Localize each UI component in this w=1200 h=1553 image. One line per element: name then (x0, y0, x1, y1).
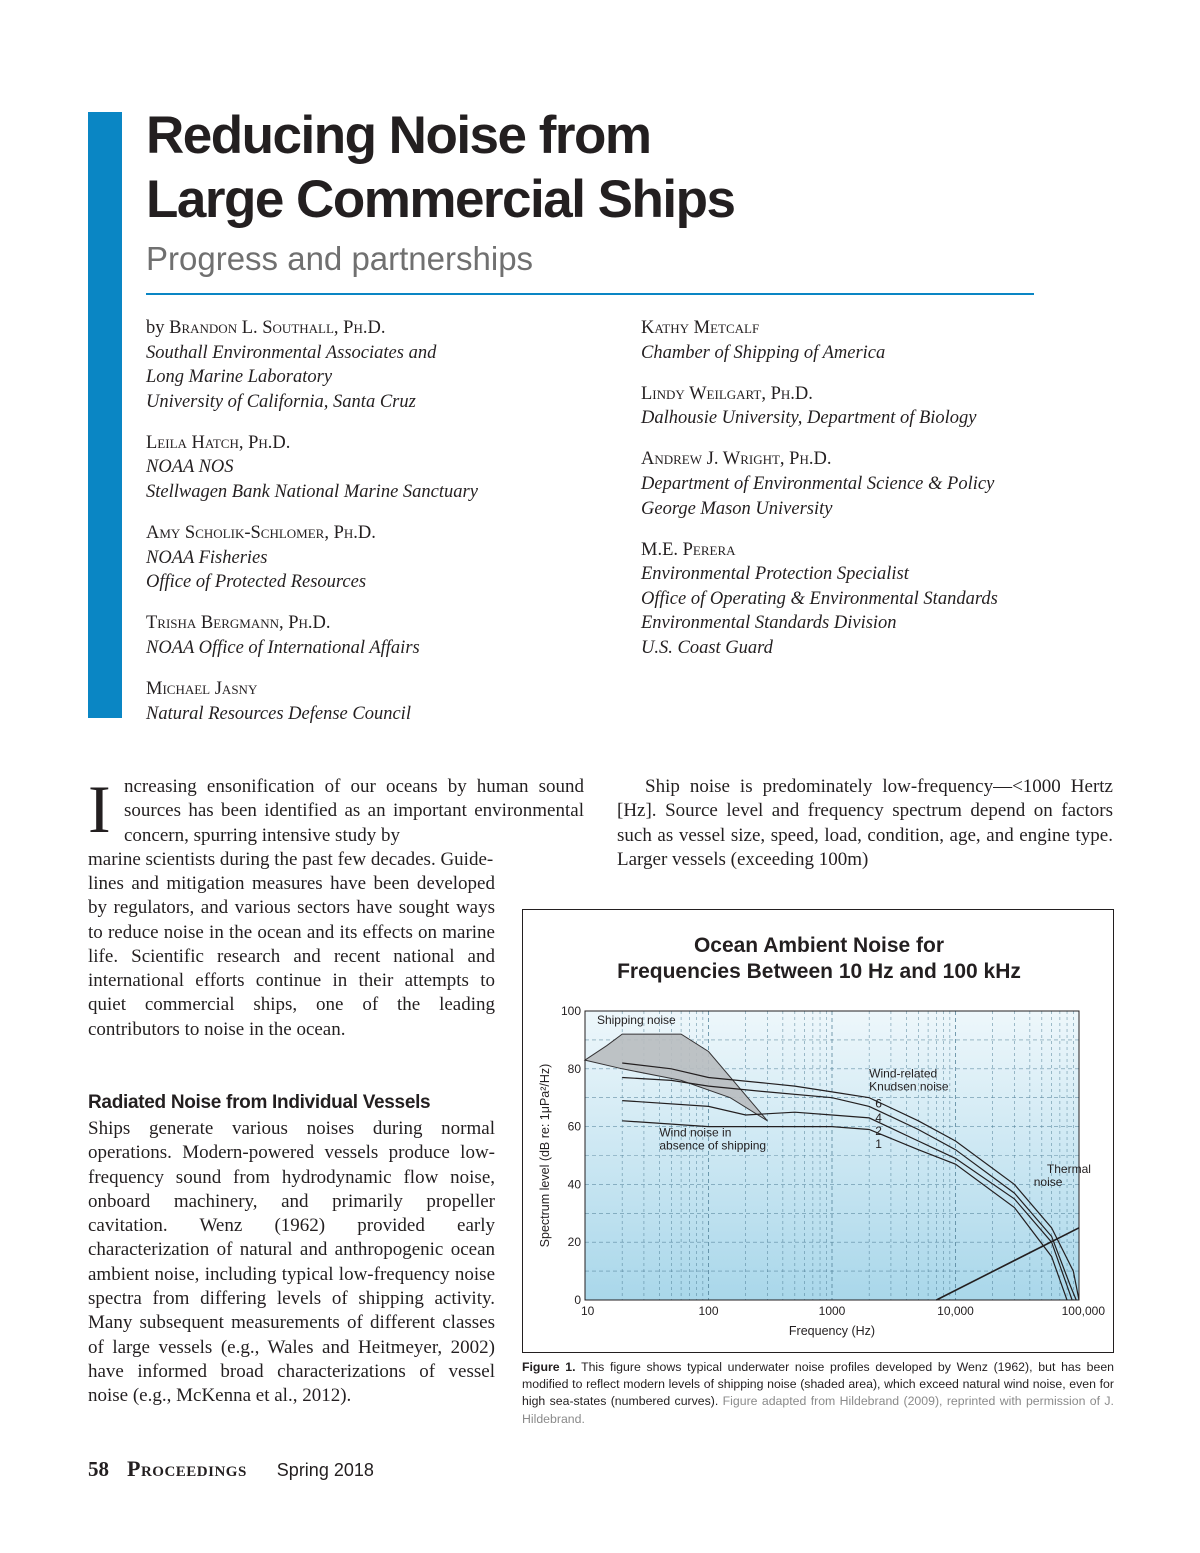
page-footer (88, 1456, 374, 1482)
annotation-text: Wind noise in (659, 1125, 732, 1140)
author-affiliation: Environmental Standards Division (641, 613, 897, 634)
author-affiliation: Southall Environmental Associates and (146, 342, 437, 363)
caption-credit: Figure adapted from Hildebrand (2009), reprinted with permission of J. Hildebrand. (522, 1394, 1114, 1426)
author-name (641, 382, 1121, 407)
drop-cap: I (88, 771, 111, 847)
series-label: 4 (875, 1110, 882, 1125)
author-affiliation: NOAA NOS (146, 457, 234, 478)
chart-title-line-1: Ocean Ambient Noise for (693, 934, 945, 957)
accent-bar (88, 112, 122, 718)
author-affiliation: Long Marine Laboratory (146, 367, 333, 388)
author-name-text: Lindy Weilgart, Ph.D. (641, 383, 813, 404)
title-line-2: Large Commercial Ships (146, 170, 735, 229)
series-label: 1 (875, 1136, 882, 1151)
y-tick-label: 100 (560, 1004, 581, 1018)
intro-paragraph-rest: lines and mitigation measures have been developed by regulators, and various sectors have sought ways to reduce noise in the ocean and its effects on marine life. Scientific research and recent national and international efforts continue in their attempts to quiet commercial ships, one of the leading contributors to noise in the ocean. (88, 873, 495, 1040)
author-block (146, 431, 616, 505)
author-name (146, 611, 616, 636)
authors-right-column (641, 316, 1121, 677)
x-tick-label: 1000 (818, 1304, 846, 1318)
annotation-text: Wind-related (869, 1066, 938, 1081)
author-name-text: Trisha Bergmann, Ph.D. (146, 613, 331, 634)
intro-paragraph-line: marine scientists during the past few decades. Guide- (88, 849, 494, 870)
author-affiliation: George Mason University (641, 498, 833, 519)
issue-date: Spring 2018 (276, 1460, 374, 1480)
x-tick-label: 10,000 (937, 1304, 974, 1318)
annotation-text: absence of shipping (659, 1138, 767, 1153)
right-column-paragraph: Ship noise is predominately low-frequency—<1000 Hertz [Hz]. Source level and frequency spectrum depend on factors such as vessel size, speed, load, condition, age, and engine type. Larger vessels (exceeding 100m) (617, 776, 1113, 870)
author-affiliation: NOAA Office of International Affairs (146, 638, 420, 659)
y-tick-label: 20 (567, 1235, 581, 1250)
author-name (146, 431, 616, 456)
author-name-text: Andrew J. Wright, Ph.D. (641, 449, 832, 470)
author-affiliation: Dalhousie University, Department of Biology (641, 408, 977, 429)
x-axis-label: Frequency (Hz) (788, 1324, 876, 1338)
author-block (146, 316, 616, 414)
annotation-text: Thermal (1046, 1161, 1091, 1176)
author-name (146, 521, 616, 546)
author-name (146, 316, 616, 341)
author-name-text: Brandon L. Southall, Ph.D. (169, 318, 386, 338)
author-name (641, 447, 1121, 472)
caption-text: This figure shows typical underwater noise profiles developed by Wenz (1962), but has been modified to reflect modern levels of shipping noise (shaded area), which exceed natural wind noise, even for high sea-states (numbered curves). (522, 1360, 1114, 1409)
author-affiliation: U.S. Coast Guard (641, 638, 773, 659)
author-affiliation: Office of Operating & Environmental Standards (641, 588, 998, 609)
author-name-text: Michael Jasny (146, 679, 258, 700)
section-heading: Radiated Noise from Individual Vessels (88, 1092, 431, 1113)
series-label: 6 (875, 1096, 882, 1111)
author-affiliation: Department of Environmental Science & Policy (641, 473, 995, 494)
y-tick-label: 0 (574, 1293, 581, 1307)
author-name-text: Kathy Metcalf (641, 318, 760, 338)
series-labels (875, 1096, 882, 1150)
author-prefix: by (146, 318, 170, 338)
figure-caption (522, 1359, 1114, 1428)
author-block (146, 521, 616, 595)
author-name (641, 316, 1121, 341)
author-affiliation: Office of Protected Resources (146, 572, 367, 593)
article-title (146, 104, 1046, 232)
journal-name: Proceedings (127, 1456, 247, 1481)
y-axis-label: Spectrum level (dB re: 1μPa²/Hz) (538, 1063, 552, 1248)
author-affiliation: University of California, Santa Cruz (146, 391, 416, 412)
author-name (641, 538, 1121, 563)
x-tick-label: 10 (581, 1304, 595, 1318)
author-block (641, 316, 1121, 365)
y-tick-label: 60 (567, 1119, 581, 1134)
annotation-text: Knudsen noise (869, 1079, 949, 1094)
annotation-text: noise (1033, 1174, 1063, 1189)
author-affiliation: Natural Resources Defense Council (146, 703, 411, 724)
author-block (146, 611, 616, 660)
intro-paragraph-top: ncreasing ensonification of our oceans by human sound sources has been identified as an important environmental concern, spurring intensive study by (124, 776, 584, 846)
noise-chart (523, 910, 1113, 1352)
page-number: 58 (88, 1457, 109, 1481)
figure-box (522, 909, 1114, 1353)
author-affiliation: Chamber of Shipping of America (641, 342, 886, 363)
x-tick-label: 100,000 (1061, 1304, 1105, 1318)
authors-left-column (146, 316, 616, 743)
series-label: 2 (875, 1123, 882, 1138)
chart-title-line-2: Frequencies Between 10 Hz and 100 kHz (617, 960, 1021, 983)
author-affiliation: Environmental Protection Specialist (641, 564, 909, 585)
y-tick-label: 40 (567, 1177, 581, 1192)
article-subtitle: Progress and partnerships (146, 240, 534, 277)
author-block (146, 677, 616, 726)
author-block (641, 538, 1121, 661)
author-affiliation: Stellwagen Bank National Marine Sanctuary (146, 482, 478, 503)
annotation-text: Shipping noise (596, 1013, 676, 1028)
title-line-1: Reducing Noise from (146, 106, 651, 165)
author-block (641, 447, 1121, 521)
x-tick-label: 100 (698, 1304, 719, 1318)
author-name-text: Amy Scholik-Schlomer, Ph.D. (146, 523, 376, 544)
title-rule (146, 293, 1034, 295)
author-block (641, 382, 1121, 431)
author-affiliation: NOAA Fisheries (146, 547, 268, 568)
caption-label: Figure 1. (522, 1360, 576, 1374)
author-name (146, 677, 616, 702)
author-name-text: M.E. Perera (641, 539, 736, 560)
y-tick-label: 80 (567, 1061, 581, 1076)
author-name-text: Leila Hatch, Ph.D. (146, 432, 291, 453)
section-paragraph: Ships generate various noises during normal operations. Modern-powered vessels produce low-frequency sound from hydrodynamic flow noise, onboard machinery, and primarily propeller cavitation. Wenz (1962) provided early characterization of natural and anthropogenic ocean ambient noise, including typical low-frequency noise spectra from differing levels of shipping activity. Many subsequent measurements of different classes of large vessels (e.g., Wales and Heitmeyer, 2002) have informed broad characterizations of vessel noise (e.g., McKenna et al., 2012). (88, 1118, 495, 1407)
